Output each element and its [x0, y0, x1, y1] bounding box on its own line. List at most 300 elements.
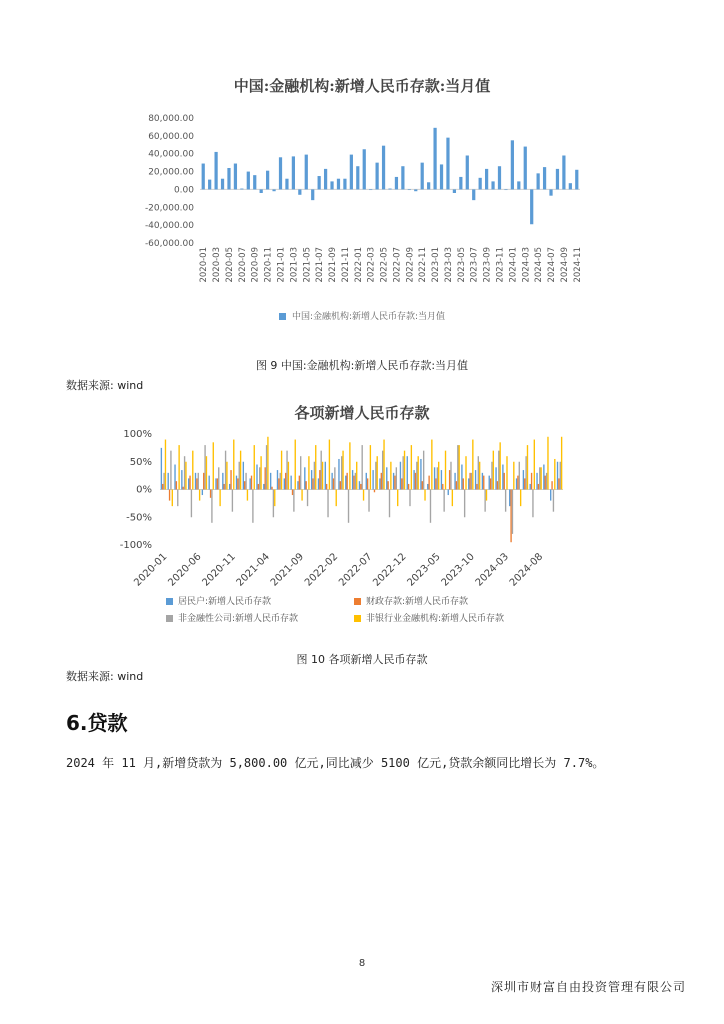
bar-nonbank-50 — [506, 456, 507, 489]
bar-2024-07 — [549, 189, 552, 195]
bar-household-20 — [297, 481, 298, 489]
bar-nonfinancial-20 — [300, 456, 301, 489]
bar-household-25 — [331, 473, 332, 490]
bar-2020-09 — [253, 175, 256, 189]
bar-2021-12 — [350, 155, 353, 190]
bar-2021-06 — [311, 189, 314, 200]
bar-fiscal-21 — [305, 481, 306, 489]
bar-household-46 — [475, 470, 476, 489]
x-tick-label: 2024-09 — [559, 247, 570, 283]
bar-nonfinancial-33 — [389, 490, 390, 518]
bar-nonfinancial-21 — [307, 490, 308, 507]
bar-nonfinancial-3 — [184, 456, 185, 489]
bar-nonfinancial-7 — [211, 490, 212, 523]
bar-2023-06 — [466, 156, 469, 190]
bar-2024-04 — [530, 189, 533, 224]
x-tick-label: 2024-05 — [534, 247, 545, 283]
bar-nonfinancial-8 — [218, 467, 219, 489]
bar-2021-05 — [305, 155, 308, 190]
bar-fiscal-40 — [435, 478, 436, 489]
bar-fiscal-57 — [551, 481, 552, 489]
bar-2023-10 — [491, 181, 494, 189]
bar-nonfinancial-55 — [539, 467, 540, 489]
bar-nonfinancial-14 — [259, 467, 260, 489]
bar-nonfinancial-34 — [396, 467, 397, 489]
bar-nonfinancial-10 — [232, 490, 233, 512]
bar-2024-09 — [562, 156, 565, 190]
y-tick-label: 50% — [129, 456, 152, 468]
x-tick-label: 2024-03 — [473, 551, 512, 589]
bar-fiscal-19 — [292, 490, 293, 496]
bar-2023-07 — [472, 189, 475, 200]
bar-fiscal-16 — [271, 487, 272, 490]
bar-household-47 — [482, 473, 483, 490]
bar-fiscal-41 — [442, 484, 443, 490]
bar-household-11 — [236, 476, 237, 490]
bar-2020-07 — [240, 189, 243, 190]
bar-nonbank-33 — [390, 462, 391, 490]
bar-nonfinancial-49 — [498, 451, 499, 490]
bar-2020-11 — [266, 171, 269, 190]
bar-nonfinancial-52 — [519, 462, 520, 490]
bar-nonfinancial-39 — [430, 490, 431, 523]
bar-nonbank-14 — [260, 456, 261, 489]
bar-fiscal-5 — [196, 478, 197, 489]
y-tick-label: 0% — [136, 484, 152, 496]
bar-nonfinancial-48 — [491, 462, 492, 490]
bar-2020-06 — [234, 164, 237, 190]
bar-nonbank-32 — [383, 440, 384, 490]
bar-fiscal-56 — [545, 476, 546, 490]
bar-nonbank-5 — [199, 490, 200, 501]
bar-2024-01 — [511, 140, 514, 189]
figure10-legend-item-household — [166, 594, 271, 607]
bar-2021-11 — [343, 179, 346, 190]
bar-household-58 — [557, 462, 558, 490]
bar-household-3 — [181, 470, 182, 489]
bar-nonfinancial-50 — [505, 490, 506, 512]
bar-2021-03 — [292, 156, 295, 189]
x-tick-label: 2021-09 — [268, 551, 307, 589]
bar-household-42 — [448, 490, 449, 496]
bar-nonbank-44 — [465, 456, 466, 489]
bar-nonbank-23 — [322, 462, 323, 490]
bar-2020-12 — [272, 189, 275, 191]
x-tick-label: 2020-07 — [237, 247, 248, 283]
bar-2024-08 — [556, 169, 559, 190]
bar-fiscal-55 — [538, 484, 539, 490]
bar-fiscal-27 — [346, 473, 347, 490]
bar-household-9 — [222, 473, 223, 490]
bar-nonfinancial-12 — [245, 473, 246, 490]
bar-nonfinancial-15 — [266, 445, 267, 489]
figure9-legend-label: 中国:金融机构:新增人民币存款:当月值 — [291, 312, 446, 322]
bar-nonbank-52 — [520, 490, 521, 507]
bar-fiscal-58 — [558, 478, 559, 489]
bar-fiscal-4 — [189, 476, 190, 490]
bar-fiscal-24 — [326, 484, 327, 490]
section-heading: 6.贷款 — [66, 711, 128, 735]
x-tick-label: 2021-01 — [276, 247, 287, 283]
bar-2024-11 — [575, 170, 578, 190]
y-tick-label: -60,000.00 — [144, 239, 194, 249]
x-tick-label: 2022-03 — [366, 247, 377, 283]
x-tick-label: 2020-01 — [199, 247, 210, 283]
bar-nonbank-18 — [288, 462, 289, 490]
bar-fiscal-9 — [224, 484, 225, 490]
bar-nonfinancial-28 — [355, 473, 356, 490]
bar-fiscal-34 — [394, 476, 395, 490]
bar-household-45 — [468, 478, 469, 489]
bar-2022-01 — [356, 166, 359, 189]
bar-household-40 — [434, 467, 435, 489]
bar-2021-09 — [330, 181, 333, 189]
bar-household-32 — [379, 478, 380, 489]
bar-2021-01 — [279, 157, 282, 189]
bar-fiscal-0 — [162, 484, 163, 490]
bar-household-37 — [413, 470, 414, 489]
figure10-legend-item-fiscal — [354, 594, 468, 607]
bar-nonbank-51 — [513, 462, 514, 490]
bar-household-35 — [400, 462, 401, 490]
legend-label-nonbank: 非银行业金融机构:新增人民币存款 — [366, 614, 505, 624]
bar-nonbank-7 — [213, 442, 214, 489]
bar-household-39 — [427, 484, 428, 490]
x-tick-label: 2024-03 — [521, 247, 532, 283]
y-tick-label: -100% — [119, 540, 152, 551]
bar-fiscal-6 — [203, 473, 204, 490]
bar-nonfinancial-1 — [170, 451, 171, 490]
bar-nonbank-21 — [308, 456, 309, 489]
bar-nonbank-43 — [458, 445, 459, 489]
bar-fiscal-39 — [428, 476, 429, 490]
bar-nonbank-30 — [370, 445, 371, 489]
bar-household-55 — [536, 473, 537, 490]
bar-nonfinancial-40 — [437, 467, 438, 489]
bar-nonfinancial-13 — [252, 490, 253, 523]
bar-nonbank-35 — [404, 451, 405, 490]
bar-2022-04 — [376, 163, 379, 190]
x-tick-label: 2020-06 — [166, 551, 204, 589]
bar-2024-03 — [524, 147, 527, 190]
bar-nonbank-38 — [424, 490, 425, 501]
figure10-source: 数据来源: wind — [66, 670, 144, 683]
bar-fiscal-26 — [340, 481, 341, 489]
bar-2023-08 — [479, 178, 482, 190]
x-tick-label: 2020-03 — [212, 247, 223, 283]
bar-nonfinancial-5 — [198, 473, 199, 490]
bar-nonbank-1 — [172, 490, 173, 507]
bar-fiscal-53 — [524, 478, 525, 489]
bar-household-54 — [530, 484, 531, 490]
figure10-chart-title: 各项新增人民币存款 — [294, 404, 430, 422]
bar-household-0 — [161, 448, 162, 490]
bar-2022-11 — [421, 163, 424, 190]
y-tick-label: -50% — [126, 512, 152, 524]
bar-nonbank-58 — [561, 437, 562, 490]
bar-2023-02 — [440, 164, 443, 189]
bar-nonfinancial-16 — [273, 490, 274, 518]
bar-nonbank-20 — [301, 490, 302, 501]
bar-household-16 — [270, 473, 271, 490]
bar-fiscal-44 — [463, 478, 464, 489]
x-tick-label: 2022-07 — [392, 247, 403, 283]
bar-nonfinancial-25 — [334, 467, 335, 489]
bar-nonbank-6 — [206, 456, 207, 489]
bar-nonfinancial-44 — [464, 490, 465, 518]
bar-nonbank-29 — [363, 490, 364, 501]
bar-household-14 — [256, 465, 257, 490]
bar-nonfinancial-6 — [204, 445, 205, 489]
company-name: 深圳市财富自由投资管理有限公司 — [490, 980, 686, 994]
bar-nonfinancial-56 — [546, 473, 547, 490]
x-tick-label: 2023-01 — [431, 247, 442, 283]
x-tick-label: 2022-12 — [371, 551, 409, 589]
bar-2021-04 — [298, 189, 301, 194]
bar-2023-03 — [446, 138, 449, 190]
bar-nonbank-27 — [349, 442, 350, 489]
bar-nonfinancial-47 — [484, 490, 485, 512]
bar-nonfinancial-30 — [368, 490, 369, 512]
bar-2023-05 — [459, 177, 462, 190]
bar-nonbank-37 — [418, 456, 419, 489]
bar-household-50 — [502, 465, 503, 490]
bar-fiscal-17 — [278, 478, 279, 489]
bar-household-30 — [366, 473, 367, 490]
figure9-bar-chart — [130, 112, 590, 302]
bar-fiscal-20 — [299, 476, 300, 490]
bar-nonfinancial-11 — [239, 462, 240, 490]
bar-2023-11 — [498, 166, 501, 189]
bar-2022-07 — [395, 177, 398, 190]
bar-nonfinancial-23 — [321, 451, 322, 490]
bar-2024-06 — [543, 167, 546, 189]
bar-fiscal-29 — [360, 484, 361, 490]
bar-fiscal-50 — [504, 473, 505, 490]
bar-nonbank-53 — [527, 445, 528, 489]
legend-swatch-fiscal — [354, 598, 361, 605]
bar-fiscal-13 — [251, 476, 252, 490]
x-tick-label: 2021-11 — [340, 247, 351, 283]
legend-label-household: 居民户:新增人民币存款 — [178, 597, 272, 607]
bar-2020-10 — [260, 189, 263, 193]
bar-household-51 — [509, 490, 510, 507]
x-tick-label: 2020-05 — [224, 247, 235, 283]
bar-fiscal-23 — [319, 470, 320, 489]
legend-swatch-nonbank — [354, 615, 361, 622]
x-tick-label: 2021-03 — [289, 247, 300, 283]
bar-2022-06 — [388, 189, 391, 190]
bar-household-24 — [325, 462, 326, 490]
bar-nonfinancial-57 — [553, 490, 554, 512]
bar-nonfinancial-32 — [382, 451, 383, 490]
y-tick-label: -20,000.00 — [144, 203, 194, 214]
bar-fiscal-30 — [367, 478, 368, 489]
bar-2022-09 — [408, 189, 411, 190]
figure9-caption: 图 9 中国:金融机构:新增人民币存款:当月值 — [255, 359, 469, 372]
x-tick-label: 2022-02 — [302, 551, 341, 589]
bar-nonfinancial-18 — [286, 451, 287, 490]
bar-fiscal-48 — [490, 478, 491, 489]
bar-household-49 — [495, 467, 496, 489]
bar-nonfinancial-31 — [375, 462, 376, 490]
x-tick-label: 2021-09 — [328, 247, 339, 283]
bar-fiscal-51 — [510, 490, 511, 543]
x-tick-label: 2022-11 — [418, 247, 429, 283]
bar-nonbank-24 — [329, 440, 330, 490]
bar-household-12 — [243, 462, 244, 490]
bar-nonfinancial-9 — [225, 451, 226, 490]
bar-nonfinancial-36 — [409, 490, 410, 507]
bar-fiscal-36 — [408, 484, 409, 490]
bar-2022-02 — [363, 149, 366, 189]
y-tick-label: 100% — [123, 429, 152, 440]
bar-2022-08 — [401, 166, 404, 189]
bar-nonfinancial-45 — [471, 473, 472, 490]
bar-nonbank-8 — [219, 490, 220, 507]
x-tick-label: 2020-01 — [132, 551, 170, 589]
x-tick-label: 2021-04 — [234, 551, 272, 589]
x-tick-label: 2022-07 — [337, 551, 375, 589]
bar-nonbank-40 — [438, 462, 439, 490]
bar-nonfinancial-38 — [423, 451, 424, 490]
bar-household-27 — [345, 476, 346, 490]
bar-2020-04 — [221, 179, 224, 190]
bar-nonbank-2 — [178, 445, 179, 489]
bar-nonbank-15 — [267, 437, 268, 490]
bar-nonbank-4 — [192, 451, 193, 490]
bar-household-53 — [523, 470, 524, 489]
bar-nonfinancial-53 — [525, 456, 526, 489]
bar-fiscal-22 — [312, 478, 313, 489]
bar-nonbank-25 — [336, 490, 337, 507]
bar-fiscal-52 — [517, 476, 518, 490]
figure9-legend-swatch — [279, 313, 286, 320]
bar-nonfinancial-35 — [402, 456, 403, 489]
bar-2023-09 — [485, 169, 488, 190]
bar-household-33 — [386, 467, 387, 489]
bar-fiscal-3 — [183, 487, 184, 490]
bar-nonbank-34 — [397, 490, 398, 507]
bar-household-22 — [311, 470, 312, 489]
bar-nonfinancial-24 — [327, 490, 328, 518]
bar-nonfinancial-54 — [532, 490, 533, 518]
bar-household-57 — [550, 490, 551, 501]
bar-household-13 — [249, 478, 250, 489]
bar-fiscal-42 — [449, 470, 450, 489]
bar-household-44 — [461, 465, 462, 490]
bar-nonbank-19 — [295, 440, 296, 490]
bar-2020-01 — [202, 164, 205, 190]
x-tick-label: 2021-07 — [315, 247, 326, 283]
legend-swatch-nonfinancial — [166, 615, 173, 622]
x-tick-label: 2024-01 — [508, 247, 519, 283]
bar-nonfinancial-27 — [348, 490, 349, 523]
figure9-chart-title: 中国:金融机构:新增人民币存款:当月值 — [233, 77, 491, 95]
bar-nonfinancial-2 — [177, 490, 178, 507]
figure10-caption: 图 10 各项新增人民币存款 — [296, 653, 428, 666]
bar-household-21 — [304, 467, 305, 489]
bar-household-2 — [174, 465, 175, 490]
bar-household-56 — [543, 465, 544, 490]
y-tick-label: 40,000.00 — [148, 149, 194, 160]
bar-fiscal-10 — [230, 470, 231, 489]
figure10-bar-chart — [118, 424, 578, 600]
bar-2021-08 — [324, 169, 327, 190]
bar-nonbank-11 — [240, 451, 241, 490]
bar-household-6 — [202, 490, 203, 496]
bar-nonfinancial-29 — [362, 445, 363, 489]
bar-household-52 — [516, 478, 517, 489]
bar-household-48 — [489, 476, 490, 490]
bar-fiscal-25 — [333, 478, 334, 489]
bar-nonbank-56 — [547, 437, 548, 490]
bar-nonbank-12 — [247, 490, 248, 501]
bar-nonbank-39 — [431, 440, 432, 490]
bar-nonbank-36 — [411, 445, 412, 489]
bar-fiscal-28 — [353, 476, 354, 490]
bar-household-28 — [352, 470, 353, 489]
bar-nonfinancial-19 — [293, 490, 294, 512]
x-tick-label: 2020-09 — [250, 247, 261, 283]
bar-nonbank-55 — [540, 467, 541, 489]
bar-fiscal-54 — [531, 473, 532, 490]
figure10-legend-item-nonfinancial — [166, 611, 298, 624]
bar-nonfinancial-0 — [163, 473, 164, 490]
bar-household-10 — [229, 484, 230, 490]
x-tick-label: 2021-05 — [302, 247, 313, 283]
bar-fiscal-8 — [217, 478, 218, 489]
bar-household-8 — [215, 478, 216, 489]
bar-fiscal-32 — [381, 473, 382, 490]
bar-2022-05 — [382, 146, 385, 190]
bar-nonbank-17 — [281, 451, 282, 490]
bar-nonfinancial-17 — [280, 473, 281, 490]
bar-household-19 — [290, 476, 291, 490]
x-tick-label: 2022-01 — [353, 247, 364, 283]
bar-2022-10 — [414, 189, 417, 191]
bar-nonbank-57 — [554, 459, 555, 490]
x-tick-label: 2020-11 — [200, 551, 238, 589]
bar-fiscal-45 — [469, 473, 470, 490]
bar-nonfinancial-37 — [416, 462, 417, 490]
bar-nonbank-49 — [499, 442, 500, 489]
bar-household-15 — [263, 484, 264, 490]
bar-2021-10 — [337, 179, 340, 190]
bar-nonfinancial-26 — [341, 456, 342, 489]
bar-2024-10 — [569, 183, 572, 189]
bar-2021-02 — [285, 179, 288, 190]
bar-household-26 — [338, 459, 339, 490]
bar-nonfinancial-51 — [512, 490, 513, 534]
x-tick-label: 2024-07 — [547, 247, 558, 283]
bar-fiscal-15 — [265, 467, 266, 489]
bar-2020-02 — [208, 180, 211, 190]
bar-household-4 — [188, 478, 189, 489]
bar-household-31 — [372, 470, 373, 489]
bar-nonbank-47 — [486, 490, 487, 501]
bar-fiscal-14 — [258, 484, 259, 490]
bar-fiscal-47 — [483, 476, 484, 490]
bar-nonbank-31 — [377, 456, 378, 489]
bar-fiscal-18 — [285, 473, 286, 490]
bar-fiscal-46 — [476, 484, 477, 490]
bar-household-29 — [359, 481, 360, 489]
bar-nonbank-26 — [342, 451, 343, 490]
bar-household-5 — [195, 473, 196, 490]
bar-fiscal-7 — [210, 490, 211, 498]
bar-nonbank-0 — [165, 440, 166, 490]
